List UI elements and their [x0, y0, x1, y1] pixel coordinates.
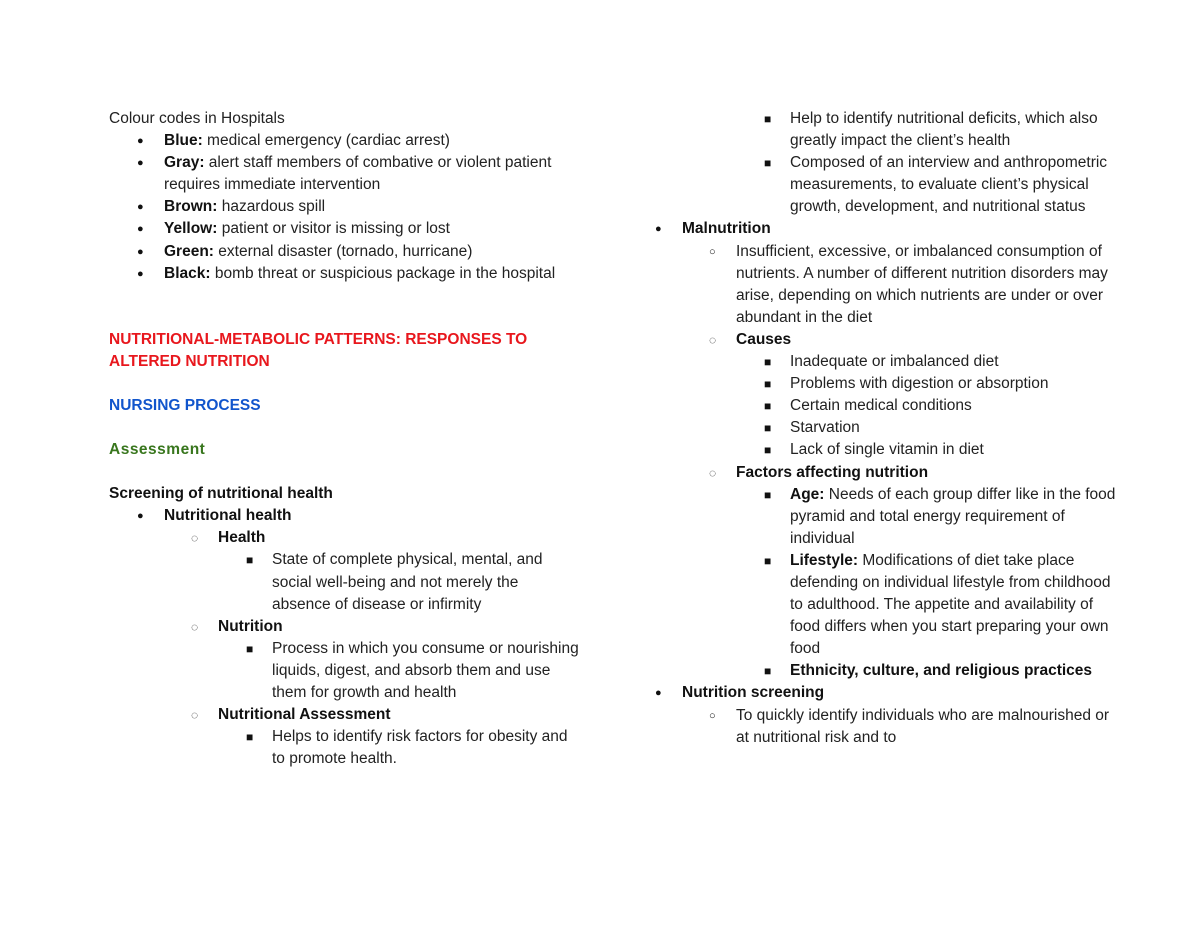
list-item: ■ Ethnicity, culture, and religious practices [654, 660, 1124, 682]
dashed-circle-icon: ◌ [709, 465, 717, 480]
square-bullet-icon: ■ [246, 553, 254, 568]
list-item: ● Green: external disaster (tornado, hurricane) [109, 241, 579, 263]
list-item: ○ To quickly identify individuals who are malnourished or at nutritional risk and to [709, 706, 1110, 746]
square-bullet-icon: ■ [764, 664, 772, 679]
list-item: ◌ Causes [654, 329, 1124, 351]
hollow-circle-icon: ○ [709, 709, 716, 722]
list-item: ● Nutritional health [109, 505, 579, 527]
square-bullet-icon: ■ [764, 112, 772, 126]
list-item: ■ Age: Needs of each group differ like in the food pyramid and total energy requirement of individual [764, 485, 1116, 547]
list-item: ■ Process in which you consume or nourishing liquids, digest, and absorb them and use them for growth and health [246, 639, 579, 701]
list-item: ● Malnutrition [654, 218, 1124, 240]
list-item: ■ Lifestyle: Modifications of diet take place defending on individual lifestyle from childhood to adulthood. The appetite and availability of food differs when you start preparing your own food [764, 551, 1111, 658]
nursing-process-heading: NURSING PROCESS [109, 396, 261, 414]
dashed-circle-icon: ◌ [191, 708, 199, 723]
bullet-icon: ● [137, 510, 144, 523]
square-bullet-icon: ■ [764, 156, 772, 171]
list-item: ■ State of complete physical, mental, and social well-being and not merely the absence of disease or infirmity [246, 551, 543, 613]
list-item: ■ Problems with digestion or absorption [654, 373, 1124, 395]
list-item: ◌ Factors affecting nutrition [654, 462, 1124, 484]
list-item: ● Yellow: patient or visitor is missing or lost [109, 218, 579, 240]
dashed-circle-icon: ◌ [191, 619, 199, 634]
list-item: ■ Help to identify nutritional deficits, which also greatly impact the client’s health [764, 110, 1098, 150]
bullet-icon: ● [655, 687, 662, 700]
list-item: ■ Helps to identify risk factors for obesity and to promote health. [246, 728, 568, 768]
list-item: ■ Lack of single vitamin in diet [654, 439, 1124, 461]
right-column [654, 108, 1124, 749]
list-item: ■ Composed of an interview and anthropometric measurements, to evaluate client’s physical growth, development, and nutritional status [764, 154, 1108, 216]
square-bullet-icon: ■ [764, 443, 772, 458]
list-item: ● Brown: hazardous spill [109, 196, 579, 218]
list-item: ■ Inadequate or imbalanced diet [654, 351, 1124, 373]
square-bullet-icon: ■ [764, 377, 772, 392]
list-item: ◌ Nutritional Assessment [109, 704, 579, 726]
colour-codes-title: Colour codes in Hospitals [109, 110, 285, 127]
assessment-heading: Assessment [109, 441, 206, 459]
list-item: ■ Starvation [654, 417, 1124, 439]
square-bullet-icon: ■ [764, 399, 772, 414]
left-column [109, 108, 579, 770]
list-item: ● Gray: alert staff members of combative or violent patient requires immediate intervention [137, 154, 552, 194]
list-item: ● Blue: medical emergency (cardiac arrest) [109, 130, 579, 152]
list-item: ● Nutrition screening [654, 682, 1124, 704]
square-bullet-icon: ■ [764, 487, 772, 502]
bullet-icon: ● [655, 223, 662, 236]
square-bullet-icon: ■ [246, 641, 254, 656]
bullet-icon: ● [137, 201, 144, 214]
list-item: ○ Insufficient, excessive, or imbalanced consumption of nutrients. A number of different nutrition disorders may arise, depending on which nutrients are under or over abundant in the diet [709, 242, 1108, 326]
hollow-circle-icon: ○ [709, 245, 716, 258]
square-bullet-icon: ■ [764, 553, 772, 568]
bullet-icon: ● [137, 135, 144, 148]
square-bullet-icon: ■ [246, 730, 254, 745]
list-item: ■ Certain medical conditions [654, 395, 1124, 417]
bullet-icon: ● [137, 267, 144, 280]
bullet-icon: ● [137, 157, 144, 170]
dashed-circle-icon: ◌ [709, 332, 717, 347]
list-item: ● Black: bomb threat or suspicious package in the hospital [109, 263, 579, 285]
main-heading: NUTRITIONAL-METABOLIC PATTERNS: RESPONSES TO ALTERED NUTRITION [109, 330, 528, 370]
dashed-circle-icon: ◌ [191, 531, 199, 546]
square-bullet-icon: ■ [764, 421, 772, 436]
list-item: ◌ Nutrition [109, 616, 579, 638]
square-bullet-icon: ■ [764, 355, 772, 370]
bullet-icon: ● [137, 245, 144, 258]
bullet-icon: ● [137, 223, 144, 236]
list-item: ◌ Health [109, 527, 579, 549]
screening-title: Screening of nutritional health [109, 485, 333, 503]
